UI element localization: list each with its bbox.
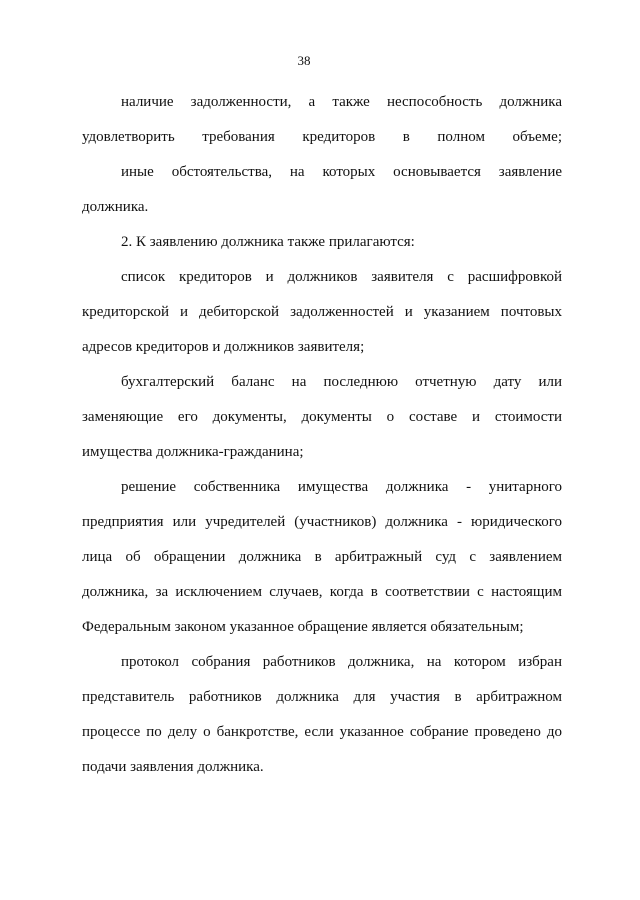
- text-line: процессе по делу о банкротстве, если указанное собрание проведено до: [82, 724, 562, 740]
- text-line: 2. К заявлению должника также прилагаются:: [121, 234, 415, 250]
- text-line: подачи заявления должника.: [82, 759, 264, 775]
- text-line: лица об обращении должника в арбитражный суд с заявлением: [82, 549, 562, 565]
- text-line: имущества должника-гражданина;: [82, 444, 304, 460]
- text-line: заменяющие его документы, документы о составе и стоимости: [82, 409, 562, 425]
- text-line: решение собственника имущества должника - унитарного: [121, 479, 562, 495]
- text-line: иные обстоятельства, на которых основывается заявление: [121, 164, 562, 180]
- text-line: представитель работников должника для участия в арбитражном: [82, 689, 562, 705]
- text-line: протокол собрания работников должника, на котором избран: [121, 654, 562, 670]
- text-line: кредиторской и дебиторской задолженностей и указанием почтовых: [82, 304, 562, 320]
- text-line: адресов кредиторов и должников заявителя;: [82, 339, 365, 355]
- text-line: предприятия или учредителей (участников) должника - юридического: [82, 514, 562, 530]
- text-line: список кредиторов и должников заявителя с расшифровкой: [121, 269, 562, 285]
- page-number: 38: [297, 53, 311, 68]
- text-line: удовлетворить требования кредиторов в полном объеме;: [82, 129, 562, 145]
- text-line: Федеральным законом указанное обращение является обязательным;: [82, 619, 524, 635]
- text-line: бухгалтерский баланс на последнюю отчетную дату или: [121, 374, 562, 390]
- text-line: должника, за исключением случаев, когда в соответствии с настоящим: [82, 584, 562, 600]
- text-line: должника.: [82, 199, 149, 215]
- text-line: наличие задолженности, а также неспособность должника: [121, 94, 562, 110]
